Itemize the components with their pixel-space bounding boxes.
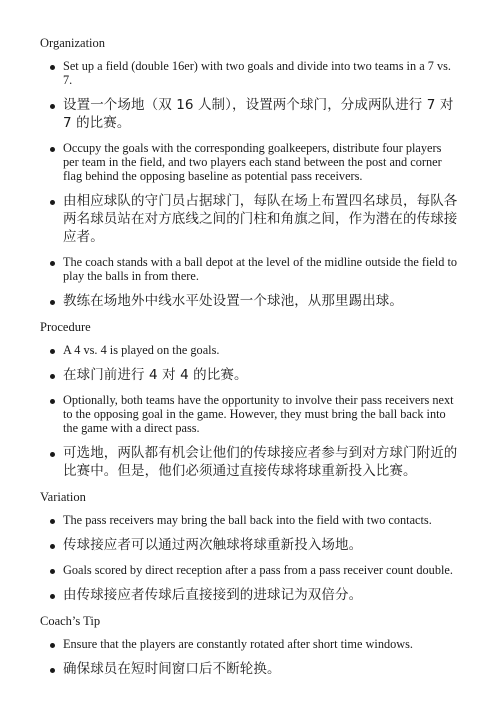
bullet-icon	[50, 643, 55, 648]
list-item	[40, 586, 460, 604]
list-item	[40, 444, 460, 480]
list-item	[40, 660, 460, 678]
list-item-text: Goals scored by direct reception after a pass from a pass receiver count double.	[63, 563, 453, 577]
bullet-icon	[50, 261, 55, 266]
bullet-icon	[50, 399, 55, 404]
list-item-text: The pass receivers may bring the ball back into the field with two contacts.	[63, 513, 432, 527]
list-item-text: Occupy the goals with the corresponding goalkeepers, distribute four players per team in the field, and two players each stand between the post and corner flag behind the opposing baseline as potential pass receivers.	[63, 141, 442, 183]
bullet-icon	[50, 374, 55, 379]
list-item-text: Ensure that the players are constantly rotated after short time windows.	[63, 637, 414, 651]
list-item-text: 可选地，两队都有机会让他们的传球接应者参与到对方球门附近的比赛中。但是，他们必须通过直接传球将球重新投入比赛。	[63, 445, 458, 479]
section-heading-coachs-tip: Coach’s Tip	[40, 614, 101, 628]
bullet-icon	[50, 452, 55, 457]
list-item-text: Optionally, both teams have the opportunity to involve their pass receivers next to the opposing goal in the game. However, they must bring the ball back into the game with a direct pass.	[63, 393, 454, 435]
list-item	[40, 393, 460, 435]
section-list-organization	[40, 59, 460, 310]
section-heading-variation: Variation	[40, 490, 86, 504]
list-item	[40, 292, 460, 310]
bullet-icon	[50, 544, 55, 549]
bullet-icon	[50, 200, 55, 205]
list-item	[40, 96, 460, 132]
section-list-coachs-tip	[40, 637, 460, 678]
list-item-text: 教练在场地外中线水平处设置一个球池，从那里踢出球。	[63, 293, 403, 309]
list-item	[40, 637, 460, 651]
list-item	[40, 563, 460, 577]
section-heading-procedure: Procedure	[40, 320, 91, 334]
section-list-procedure	[40, 343, 460, 480]
list-item	[40, 366, 460, 384]
section-heading-organization: Organization	[40, 36, 106, 50]
bullet-icon	[50, 519, 55, 524]
list-item-text: 由相应球队的守门员占据球门，每队在场上布置四名球员，每队各两名球员站在对方底线之间的门柱和角旗之间，作为潜在的传球接应者。	[63, 193, 458, 245]
list-item-text: 在球门前进行 4 对 4 的比赛。	[63, 367, 248, 383]
bullet-icon	[50, 594, 55, 599]
list-item	[40, 192, 460, 246]
bullet-icon	[50, 300, 55, 305]
list-item	[40, 513, 460, 527]
bullet-icon	[50, 668, 55, 673]
list-item-text: 传球接应者可以通过两次触球将球重新投入场地。	[63, 537, 363, 553]
list-item-text: Set up a field (double 16er) with two goals and divide into two teams in a 7 vs. 7.	[63, 59, 451, 87]
bullet-icon	[50, 349, 55, 354]
bullet-icon	[50, 147, 55, 152]
bullet-icon	[50, 104, 55, 109]
list-item	[40, 255, 460, 283]
bullet-icon	[50, 569, 55, 574]
bullet-icon	[50, 65, 55, 70]
list-item-text: 设置一个场地（双 16 人制），设置两个球门，分成两队进行 7 对 7 的比赛。	[63, 97, 454, 131]
list-item	[40, 536, 460, 554]
list-item	[40, 343, 460, 357]
list-item-text: 确保球员在短时间窗口后不断轮换。	[63, 661, 281, 677]
section-list-variation	[40, 513, 460, 604]
list-item-text: 由传球接应者传球后直接接到的进球记为双倍分。	[63, 587, 363, 603]
list-item	[40, 141, 460, 183]
list-item-text: The coach stands with a ball depot at the level of the midline outside the field to play the balls in from there.	[63, 255, 458, 283]
list-item	[40, 59, 460, 87]
list-item-text: A 4 vs. 4 is played on the goals.	[63, 343, 220, 357]
